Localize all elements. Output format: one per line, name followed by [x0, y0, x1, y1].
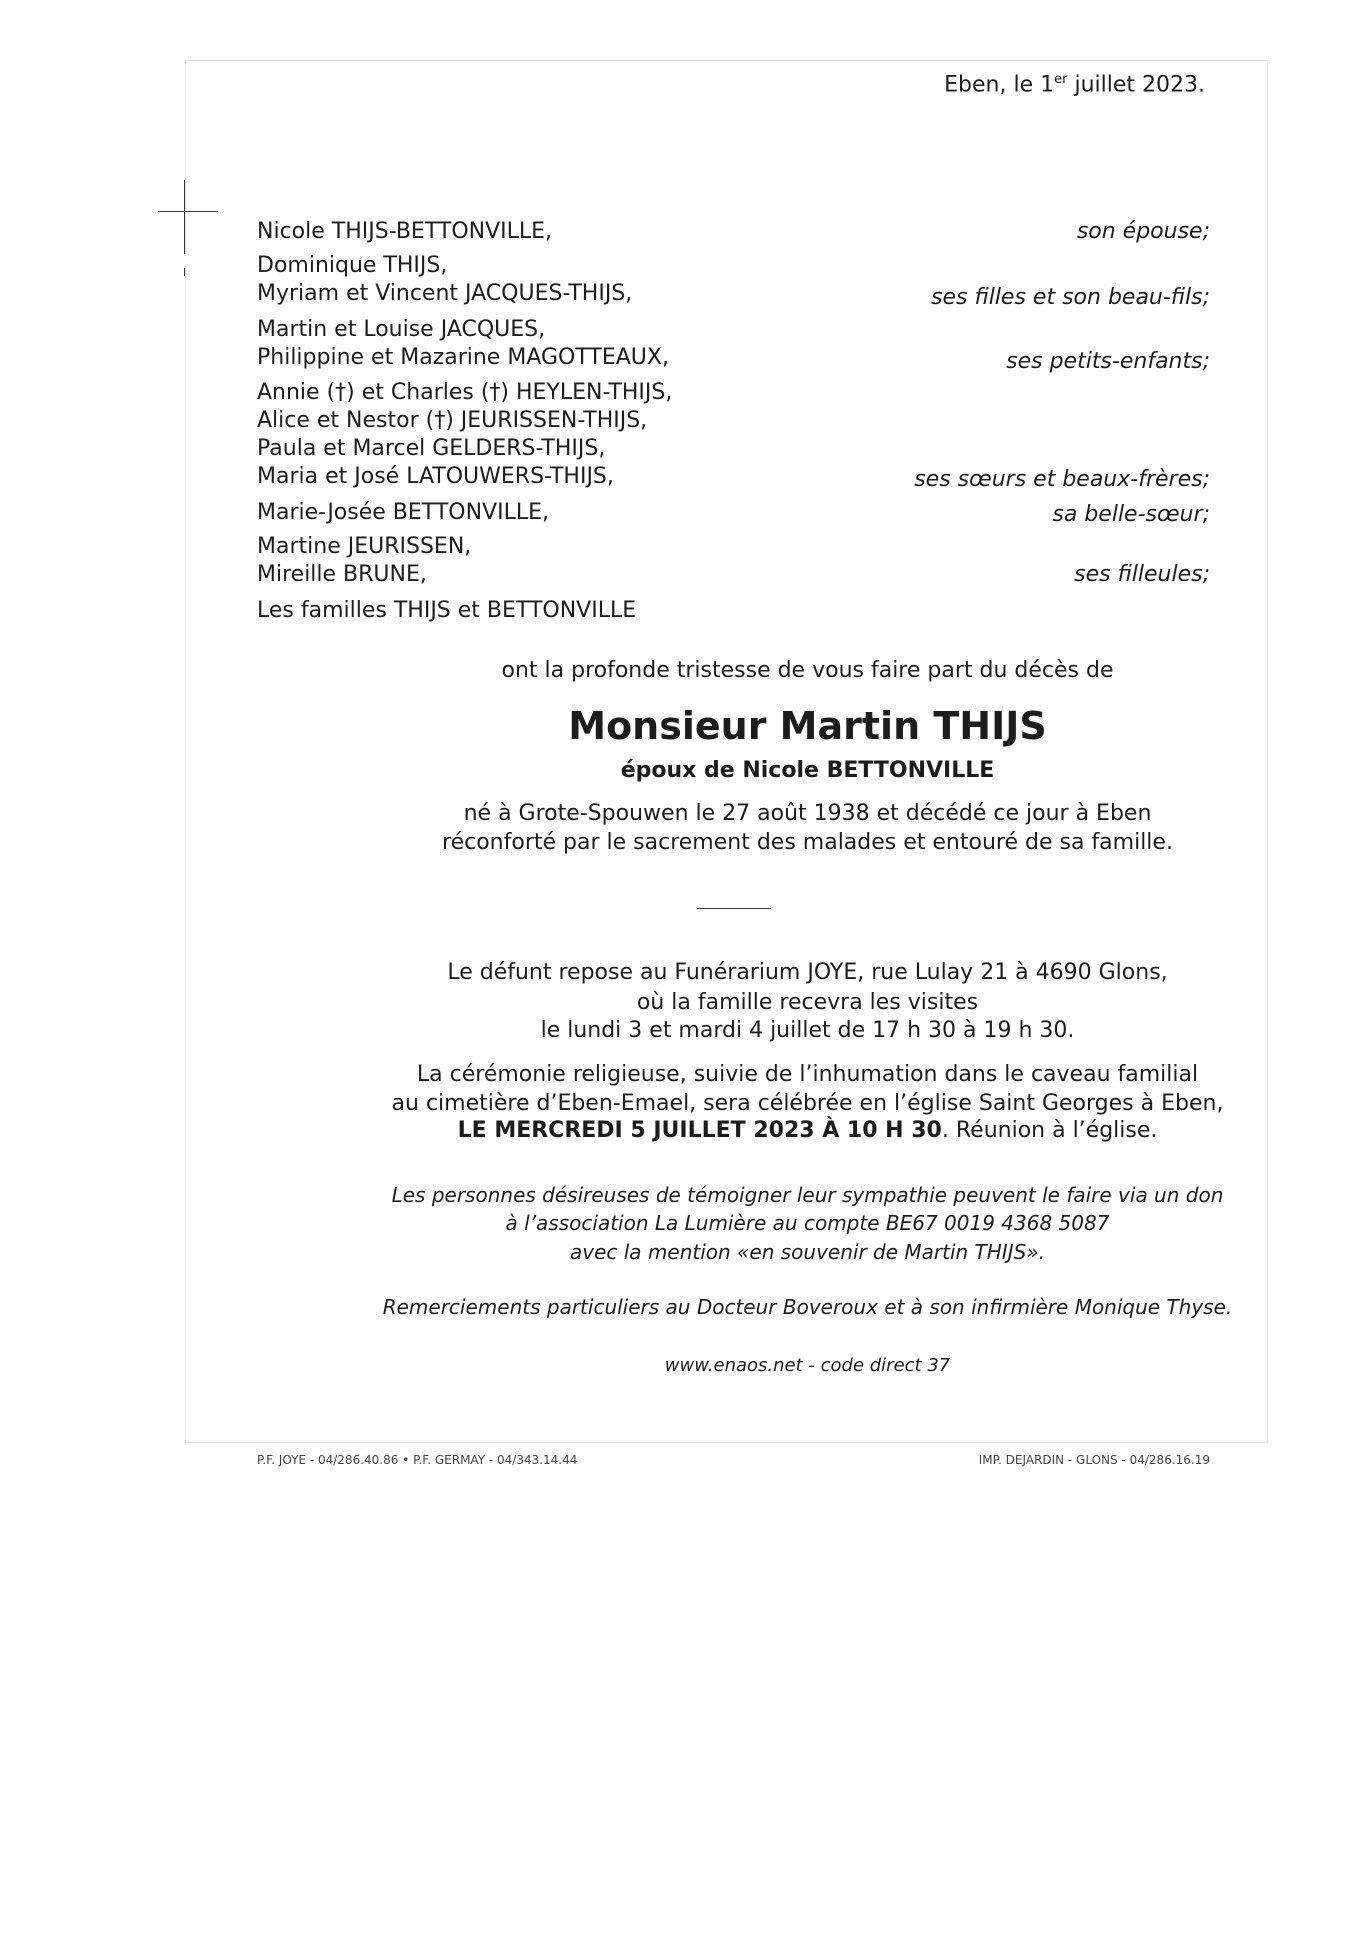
- family-line: Alice et Nestor (†) JEURISSEN-THIJS,: [257, 408, 648, 433]
- date-suffix: juillet 2023.: [1067, 72, 1205, 98]
- footer-left: P.F. JOYE - 04/286.40.86 • P.F. GERMAY - 04/343.14.44: [257, 1453, 578, 1467]
- visitation-line: le lundi 3 et mardi 4 juillet de 17 h 30 à 19 h 30.: [540, 1018, 1075, 1043]
- date-line: [800, 72, 1205, 97]
- ceremony-line: [250, 1118, 1365, 1143]
- date-sup: er: [1054, 72, 1068, 87]
- family-line: Myriam et Vincent JACQUES-THIJS,: [257, 281, 633, 306]
- visitation-line: où la famille recevra les visites: [636, 990, 979, 1015]
- ceremony-meeting: . Réunion à l’église.: [941, 1118, 1158, 1143]
- family-line: Dominique THIJS,: [257, 253, 448, 278]
- ceremony-date: LE MERCREDI 5 JUILLET 2023 À 10 H 30: [457, 1118, 942, 1143]
- family-line: Martin et Louise JACQUES,: [257, 317, 546, 342]
- family-line: Les familles THIJS et BETTONVILLE: [257, 598, 637, 623]
- relation-label: ses filleules;: [1074, 562, 1210, 587]
- relation-label: sa belle-sœur;: [1052, 502, 1210, 527]
- family-line: Maria et José LATOUWERS-THIJS,: [257, 464, 614, 489]
- donation-line: avec la mention «en souvenir de Martin THIJS».: [570, 1240, 1045, 1264]
- relation-label: ses petits-enfants;: [1006, 349, 1210, 374]
- birth-line: né à Grote-Spouwen le 27 août 1938 et décédé ce jour à Eben: [463, 801, 1152, 826]
- relation-label: ses sœurs et beaux-frères;: [914, 467, 1210, 492]
- ceremony-line: au cimetière d’Eben-Emael, sera célébrée en l’église Saint Georges à Eben,: [391, 1091, 1224, 1116]
- family-line: Paula et Marcel GELDERS-THIJS,: [257, 436, 606, 461]
- family-line: Mireille BRUNE,: [257, 562, 427, 587]
- relation-label: ses filles et son beau-fils;: [931, 285, 1210, 310]
- family-line: Martine JEURISSEN,: [257, 534, 472, 559]
- family-line: Philippine et Mazarine MAGOTTEAUX,: [257, 345, 669, 370]
- footer-right: IMP. DEJARDIN - GLONS - 04/286.16.19: [978, 1453, 1210, 1467]
- website-line: www.enaos.net - code direct 37: [664, 1355, 951, 1376]
- deceased-name: Monsieur Martin THIJS: [568, 704, 1047, 748]
- donation-line: Les personnes désireuses de témoigner leur sympathie peuvent le faire via un don: [391, 1183, 1224, 1207]
- separator-rule: [697, 908, 771, 909]
- cross-icon: [158, 180, 218, 276]
- birth-line: réconforté par le sacrement des malades et entouré de sa famille.: [442, 830, 1173, 855]
- thanks-line: Remerciements particuliers au Docteur Boveroux et à son infirmière Monique Thyse.: [382, 1295, 1233, 1319]
- donation-line: à l’association La Lumière au compte BE67 0019 4368 5087: [505, 1211, 1110, 1235]
- family-line: Marie-Josée BETTONVILLE,: [257, 500, 549, 525]
- family-line: Nicole THIJS-BETTONVILLE,: [257, 219, 553, 244]
- ceremony-line: La cérémonie religieuse, suivie de l’inhumation dans le caveau familial: [416, 1062, 1199, 1087]
- family-line: Annie (†) et Charles (†) HEYLEN-THIJS,: [257, 380, 673, 405]
- relation-label: son épouse;: [1076, 219, 1210, 244]
- visitation-line: Le défunt repose au Funérarium JOYE, rue Lulay 21 à 4690 Glons,: [447, 960, 1168, 985]
- announcement-intro: ont la profonde tristesse de vous faire part du décès de: [501, 658, 1114, 683]
- spouse-line: époux de Nicole BETTONVILLE: [620, 758, 995, 783]
- date-prefix: Eben, le 1: [944, 72, 1055, 98]
